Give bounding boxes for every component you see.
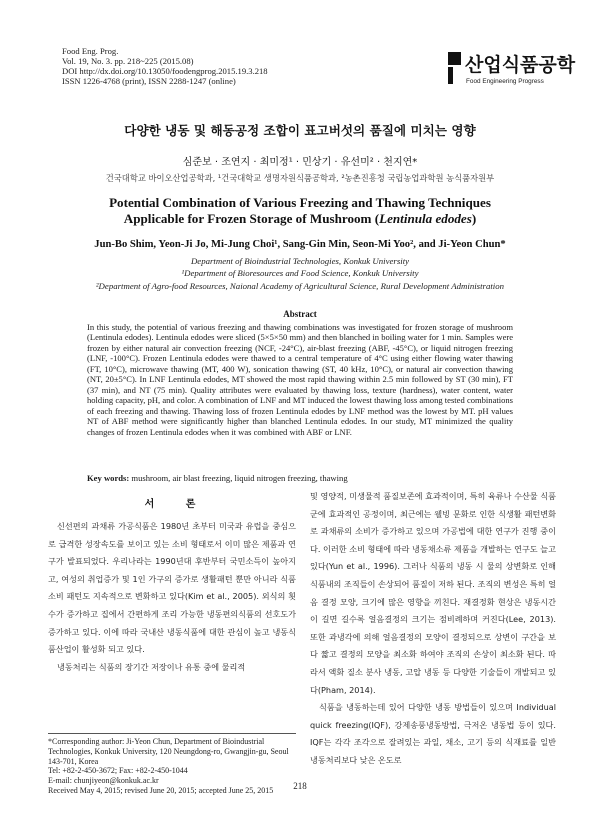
journal-volume: Vol. 19, No. 3. pp. 218~225 (2015.08) xyxy=(62,56,194,67)
intro-paragraph: 냉동처리는 식품의 장기간 저장이나 유통 중에 물리적 xyxy=(57,661,246,672)
journal-name: Food Eng. Prog. xyxy=(62,46,119,56)
keywords-text: mushroom, air blast freezing, liquid nitrogen freezing, thawing xyxy=(131,473,348,483)
abstract-heading: Abstract xyxy=(283,309,317,319)
journal-issn: ISSN 1226-4768 (print), ISSN 2288-1247 (online) xyxy=(62,76,236,87)
intro-heading: 서 론 xyxy=(144,499,210,510)
abstract-body xyxy=(87,322,513,437)
journal-info xyxy=(62,46,268,86)
logo-text: 산업식품공학 xyxy=(465,54,576,76)
korean-title: 다양한 냉동 및 해동공정 조합이 표고버섯의 품질에 미치는 영향 xyxy=(124,123,476,138)
left-column xyxy=(48,518,296,676)
keywords xyxy=(87,473,517,483)
intro-paragraph: 신선편의 과채류 가공식품은 1980년 초부터 미국과 유럽을 중심으로 급격한 성장속도를 보이고 있는 소비 형태로서 이미 많은 제품과 연구가 발표되었다. 우리나라는 1990년대 후반부터 국민소득이 높아지고, 여성의 취업증가 및 1인 가구의 증가로 생활패턴 뿐만 아니라 식품 소비 패턴도 지속적으로 변화하고 있다(Kim et al., 2005). 외식의 횟수가 증가하고 집에서 간편하게 조리 가능한 냉동편의식품의 선호도가 증가하고 있다. 이에 따라 국내산 냉동식품에 대한 관심이 높고 냉동식품산업이 활성화 되고 있다. xyxy=(48,521,296,655)
footnote-email[interactable]: E-mail: chunjiyeon@konkuk.ac.kr xyxy=(48,776,159,786)
korean-authors: 심준보 · 조연지 · 최미정¹ · 민상기 · 유선미² · 천지연* xyxy=(182,157,418,168)
footnote-line: *Corresponding author: Ji-Yeon Chun, Department of Bioindustrial Technologies, Konkuk University, 120 Neungdong-ro, Gwangjin-gu, Seoul 143-701, Korea xyxy=(48,737,289,766)
logo-subtitle: Food Engineering Progress xyxy=(466,78,544,85)
english-title-line2: Applicable for Frozen Storage of Mushroom (Lentinula edodes) xyxy=(123,211,477,226)
footnote-line: Received May 4, 2015; revised June 20, 2015; accepted June 25, 2015 xyxy=(48,785,274,795)
english-authors: Jun-Bo Shim, Yeon-Ji Jo, Mi-Jung Choi¹, Sang-Gin Min, Seon-Mi Yoo², and Ji-Yeon Chun* xyxy=(94,239,506,250)
affiliation-line: ²Department of Agro-food Resources, Naional Academy of Agricultural Science, Rural Development Administration xyxy=(95,280,505,291)
journal-logo xyxy=(448,50,576,90)
affiliation-line: ¹Department of Bioresources and Food Science, Konkuk University xyxy=(181,268,419,279)
english-title-line1: Potential Combination of Various Freezing and Thawing Techniques xyxy=(109,195,491,210)
footnote-line: Tel: +82-2-450-3672; Fax: +82-2-450-1044 xyxy=(48,766,188,776)
keywords-label: Key words: xyxy=(87,473,130,483)
logo-mark-icon xyxy=(448,52,461,84)
species-name: Lentinula edodes xyxy=(379,211,472,226)
intro-paragraph: 및 영양적, 미생물적 품질보존에 효과적이며, 특히 육류나 수산물 식품군에 효과적인 공정이며, 최근에는 웰빙 문화로 인한 식생활 패턴변화로 과채류의 소비가 증가하고 있으며 가공법에 대한 연구가 진행 중이다. 이러한 소비 형태에 따라 냉동채소류 제품을 개발하는 연구도 늘고 있다(Yun et al., 1996). 그러나 식품의 냉동 시 물의 상변화로 인해 식품내의 조직들이 손상되어 품질이 저하 된다. 조직의 변성은 특히 얼음 결정 모양, 크기에 많은 영향을 끼친다. 재결정화 현상은 냉동시간이 길면 길수록 얼음결정의 크기는 점비례하며 커진다(Lee, 2013). 또한 과냉각에 의해 얼음결정의 모양이 결정되으로 상변이 구간을 보다 짧고 결정의 모양을 최소화 하여야 조직의 손상이 최소화 된다. 따라서 액화 질소 분사 냉동, 고압 냉동 등 다양한 기술들이 개발되고 있다(Pham, 2014). xyxy=(310,491,556,695)
right-column xyxy=(310,488,556,770)
page-number: 218 xyxy=(293,781,307,791)
english-title xyxy=(0,195,600,227)
english-affiliations xyxy=(0,255,600,292)
korean-affiliations: 건국대학교 바이오산업공학과, ¹건국대학교 생명자원식품공학과, ²농촌진흥청 국립농업과학원 농식품자원부 xyxy=(105,173,495,183)
intro-paragraph: 식품을 냉동하는데 있어 다양한 냉동 방법들이 있으며 Individual quick freezing(IQF), 강제송풍냉동방법, 극저온 냉동법 등이 있다. IQF는 각각 조각으로 잘려있는 과일, 채소, 고기 등의 식재료를 일반 냉동처리보다 낮은 온도로 xyxy=(310,702,556,765)
abstract-text: In this study, the potential of various freezing and thawing combinations was investigated for frozen storage of mushroom (Lentinula edodes). Lentinula edodes were sliced (5×5×50 mm) and then blanched in boiling water for 1 min. Samples were frozen by either natural air convection freezing (NCF, -24°C), air-blast freezing (ABF, -45°C), or liquid nitrogen freezing (LNF, -100°C). Frozen Lentinula edodes were thawed to a central temperature of 4°C using either flowing water thawing (FT, 10°C), microwave thawing (MT, 400 W), sonication thawing (ST, 40 kHz, 10°C), or natural air convection thawing (NT, 20±5°C). In LNF Lentinula edodes, MT showed the most rapid thawing within 2.5 min followed by ST (30 min), FT (37 min), and NT (75 min). Quality attributes were evaluated by thawing loss, texture (hardness), water content, water holding capacity, pH, and color. A combination of LNF and MT induced the lowest thawing loss among tested combinations of each freezing and thawing. Thawing loss of frozen Lentinula edodes by LNF method was the lowest by MT. pH values NT of ABF method were significantly higher than blanched Lentinula edodes. In our study, MT minimized the quality changes of frozen Lentinula edodes when it was combined with ABF or LNF. xyxy=(87,322,513,437)
footnote-divider xyxy=(48,733,296,734)
journal-doi[interactable]: DOI http://dx.doi.org/10.13050/foodengprog.2015.19.3.218 xyxy=(62,66,268,77)
affiliation-line: Department of Bioindustrial Technologies, Konkuk University xyxy=(190,256,410,266)
